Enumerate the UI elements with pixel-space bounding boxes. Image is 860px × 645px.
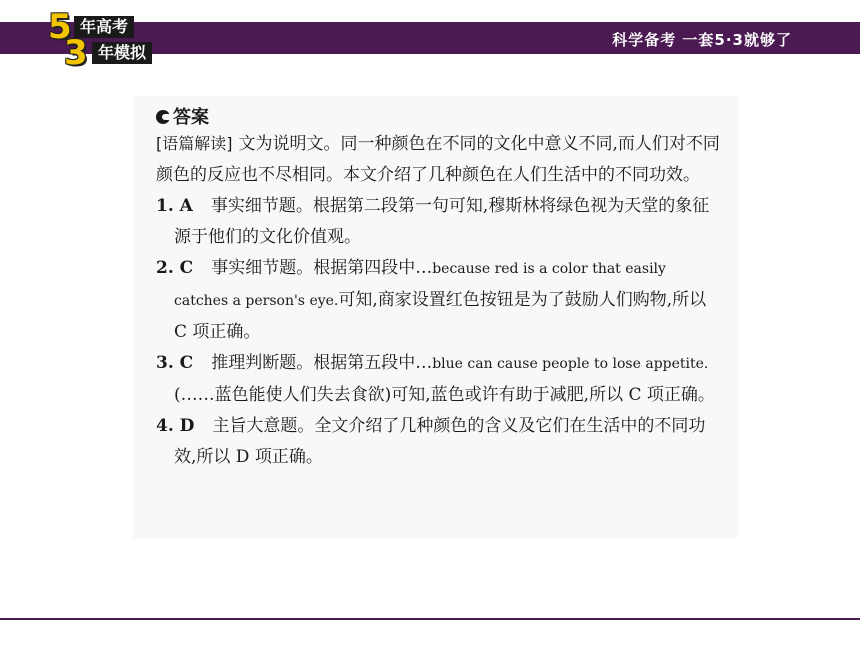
logo-digit-bottom: 3 [64,33,88,73]
item-text-after: (……蓝色能使人们失去食欲)可知,蓝色或许有助于减肥,所以 C 项正确。 [174,385,715,405]
footer-divider [0,618,860,620]
answer-icon [156,110,170,124]
answer-heading [156,103,209,129]
brand-logo [40,7,180,73]
header-slogan: 科学备考 一套5·3就够了 [612,31,792,49]
logo-text-bottom: 年模拟 [92,42,152,64]
logo-text-top: 年高考 [74,16,134,38]
item-number: 3. C [156,353,194,373]
intro-label: [语篇解读] [156,134,233,153]
item-english-quote: blue can cause people to lose appetite. [432,356,709,372]
answer-title: 答案 [173,107,209,128]
item-number: 2. C [156,258,194,278]
logo-digit-top: 5 [48,7,72,47]
intro-text: 文为说明文。同一种颜色在不同的文化中意义不同,而人们对不同颜色的反应也不尽相同。本文介绍了几种颜色在人们生活中的不同功效。 [156,134,720,185]
passage-intro [156,128,722,191]
item-number: 1. A [156,196,193,216]
item-text-before: 推理判断题。根据第五段中… [211,353,433,373]
item-text: 主旨大意题。全文介绍了几种颜色的含义及它们在生活中的不同功效,所以 D 项正确。 [174,416,706,467]
item-text: 事实细节题。根据第二段第一句可知,穆斯林将绿色视为天堂的象征源于他们的文化价值观。 [174,196,710,247]
answer-item-1 [156,191,722,253]
item-text-after: 可知,商家设置红色按钮是为了鼓励人们购物,所以 C 项正确。 [174,290,707,342]
answer-item-3 [156,348,722,411]
item-number: 4. D [156,416,195,436]
item-text-before: 事实细节题。根据第四段中… [211,258,433,278]
item-english-quote: because red is a color that easily catches a person's eye. [174,261,666,309]
answer-item-2 [156,253,722,348]
answer-item-4 [156,411,722,473]
answer-body [156,128,722,473]
